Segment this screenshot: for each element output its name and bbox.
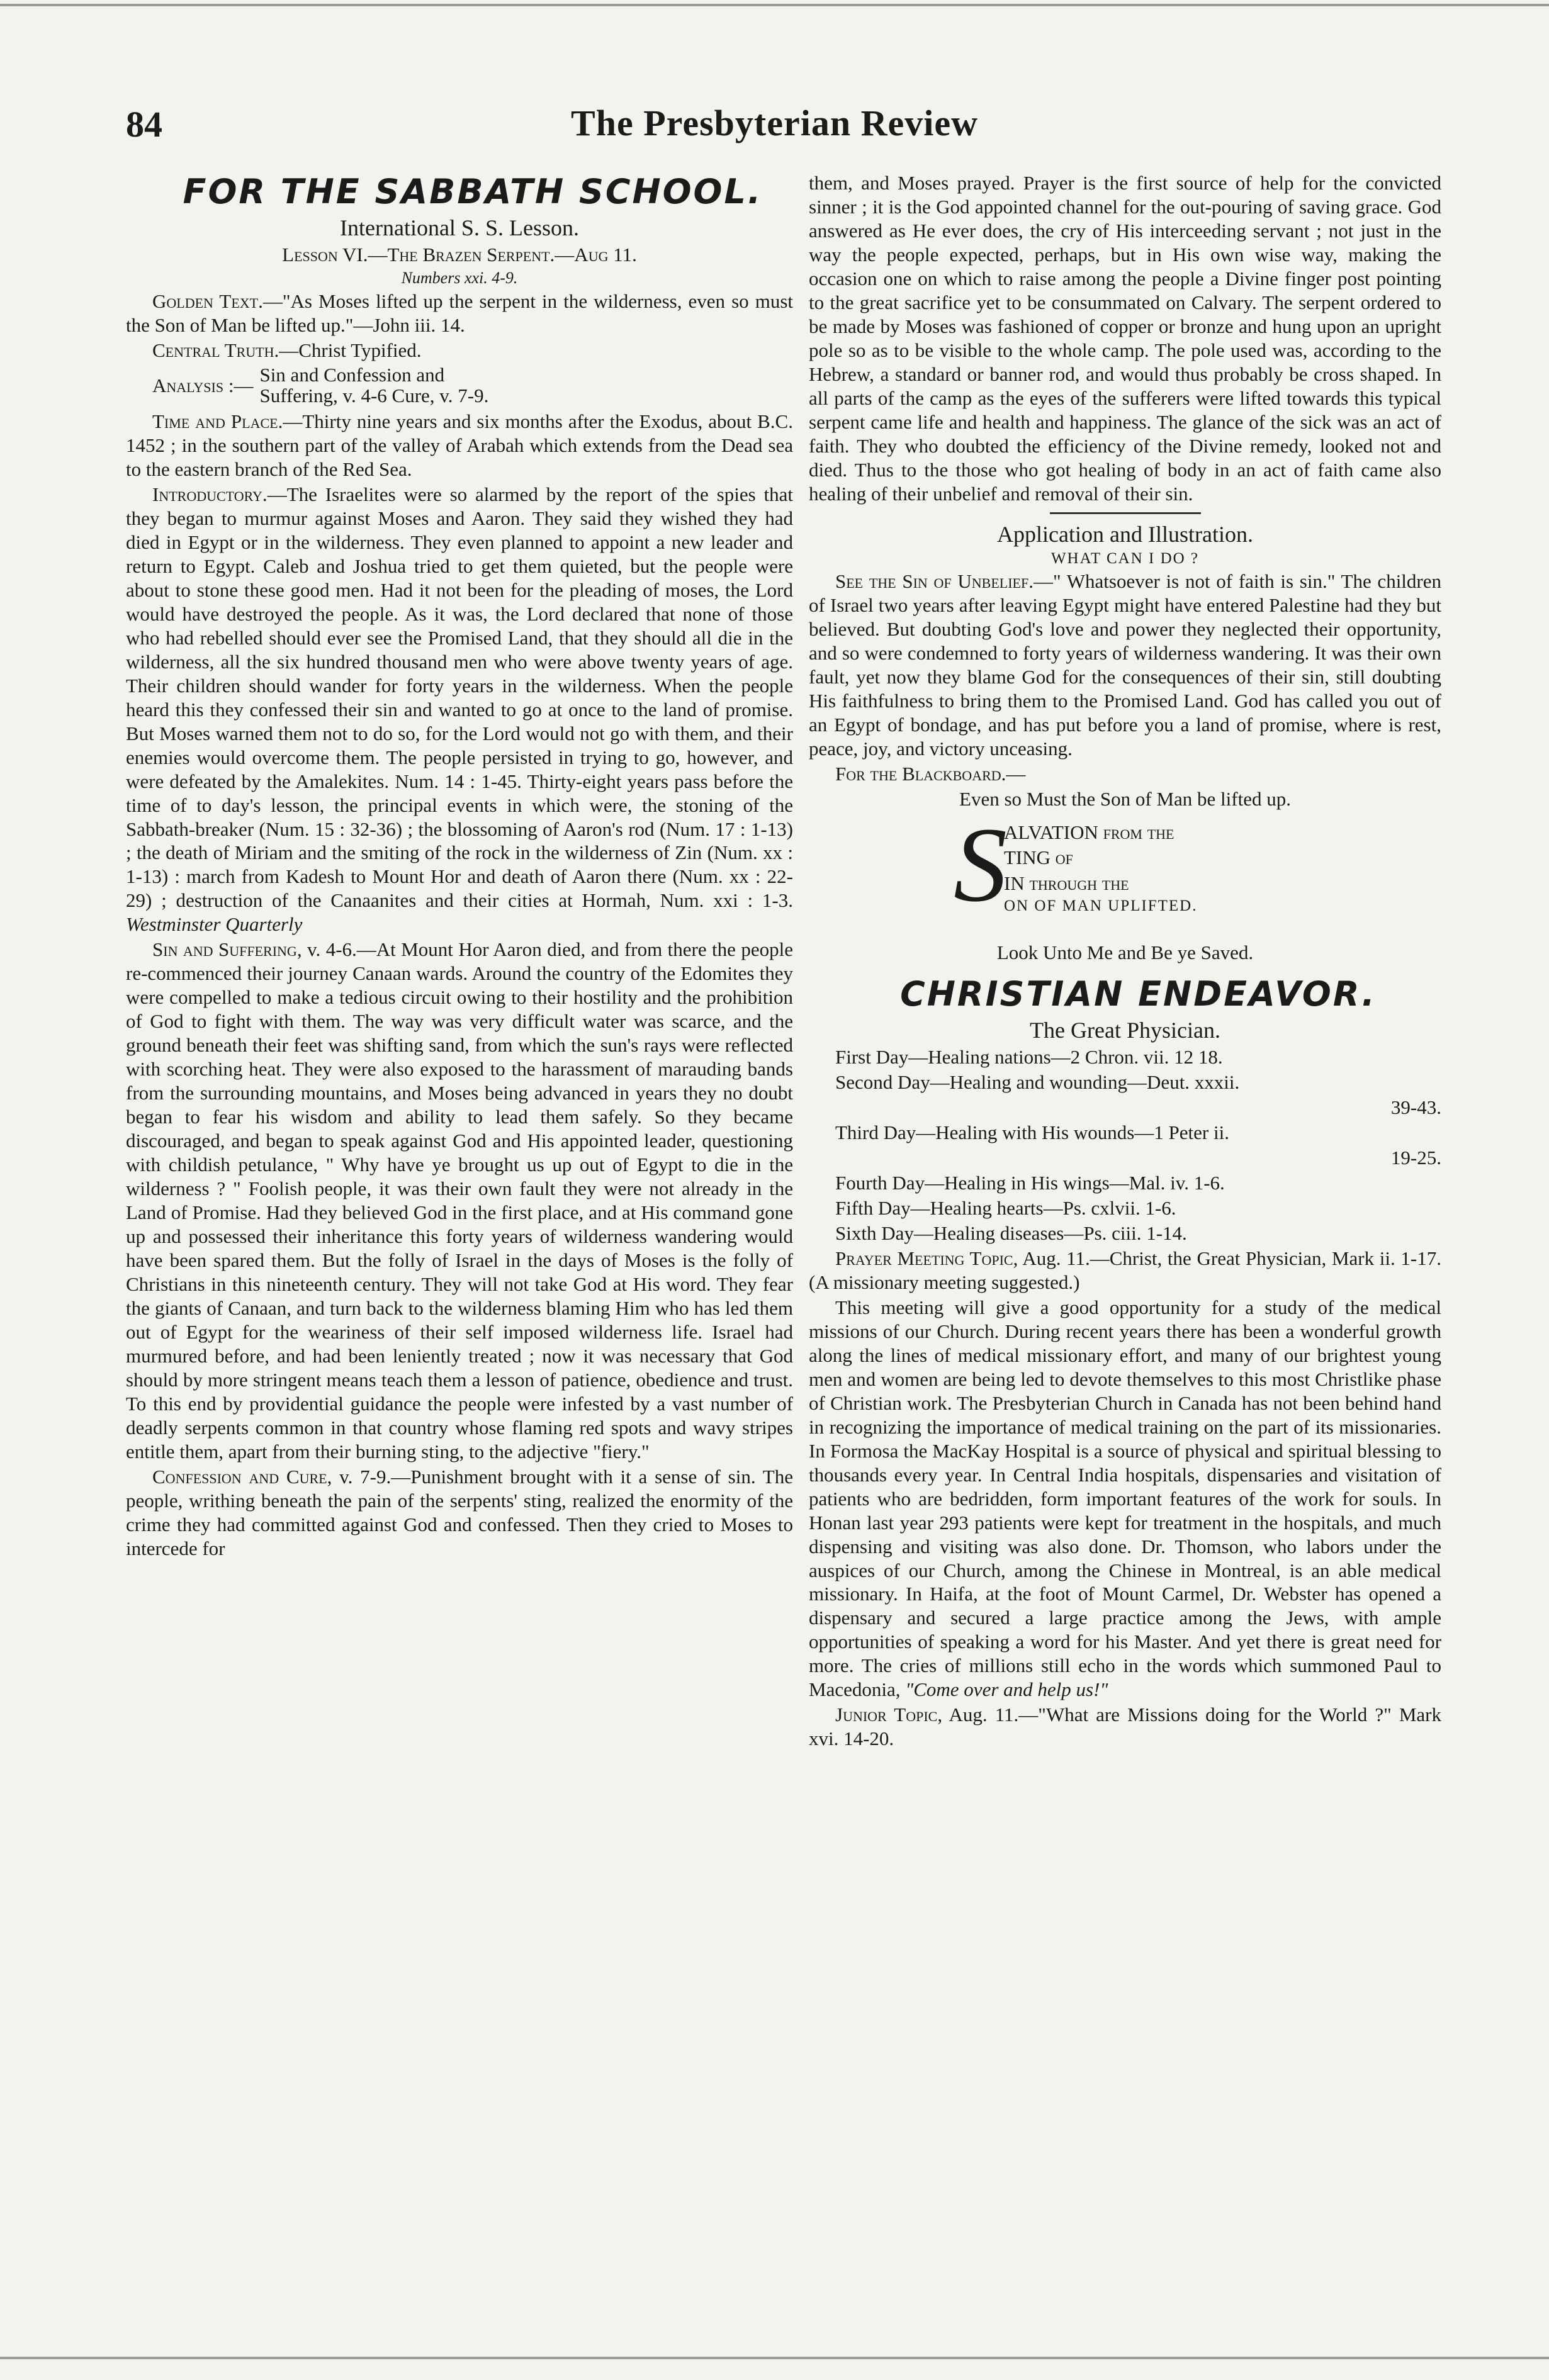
confession-and-cure-label: Confession and Cure, [152, 1465, 332, 1488]
bottom-border [0, 2357, 1549, 2359]
confession-and-cure [126, 1465, 793, 1561]
central-truth-body: —Christ Typified. [279, 339, 422, 361]
introductory [126, 483, 793, 936]
day-1: First Day—Healing nations—2 Chron. vii. 12 18. [835, 1046, 1223, 1069]
prayer-meeting-label: Prayer Meeting Topic, [835, 1247, 1018, 1269]
analysis-label: Analysis :— [152, 374, 254, 396]
prayer-meeting-topic [809, 1247, 1441, 1294]
acrostic-line-1: ALVATION from the [1004, 821, 1174, 843]
confession-and-cure-body: v. 7-9.—Punishment brought with it a sense of sin. The people, writhing beneath the pain of the serpents' sting, realized the enormity of the crime they had committed against God and confessed. Then they cried to Moses to intercede for [126, 1465, 793, 1559]
time-and-place-label: Time and Place. [152, 410, 283, 433]
sin-of-unbelief [809, 570, 1441, 761]
analysis-line-2: Suffering, v. 4-6 Cure, v. 7-9. [259, 384, 489, 407]
sabbath-school-title: FOR THE SABBATH SCHOOL. [183, 172, 763, 211]
left-column [126, 171, 793, 1562]
top-border [0, 4, 1549, 6]
day-3: Third Day—Healing with His wounds—1 Peter ii. [835, 1121, 1229, 1144]
golden-text [126, 289, 793, 337]
analysis [126, 365, 793, 406]
medical-missions-body: This meeting will give a good opportunity for a study of the medical missions of our Church. During recent years there has been a wonderful growth along the lines of medical missionary effort, and many of our brightest young men and women are being led to devote themselves to this most Christlike phase of Christian work. The Presbyterian Church in Canada has not been behind hand in recognizing the importance of medical training on the part of its missionaries. In Formosa the MacKay Hospital is a source of physical and spiritual blessing to thousands every year. In Central India hospitals, dispensaries and visitation of patients who are bedridden, form important features of the work for souls. In Honan last year 293 patients were kept for treatment in the hospitals, and much dispensing and visiting was also done. Dr. Thomson, who labors under the auspices of our Church, among the Chinese in Montreal, is an able medical missionary. In Haifa, at the foot of Mount Carmel, Dr. Webster has opened a dispensary and secured a large practice among the Jews, with ample opportunities of speaking a word for his Master. And yet there is great need for more. The cries of millions still echo in the words which summoned Paul to Macedonia, [809, 1296, 1441, 1701]
macedonia-quote: "Come over and help us!" [905, 1678, 1108, 1701]
sin-of-unbelief-label: See the Sin of Unbelief. [835, 570, 1034, 593]
sin-and-suffering [126, 938, 793, 1463]
day-5: Fifth Day—Healing hearts—Ps. cxlvii. 1-6. [835, 1196, 1176, 1219]
golden-text-body: —"As Moses lifted up the serpent in the wilderness, even so must the Son of Man be lifted up."—John iii. 14. [126, 290, 793, 337]
golden-text-label: Golden Text. [152, 290, 263, 313]
acrostic-line-2: TING of [1004, 846, 1073, 869]
blackboard-line: Even so Must the Son of Man be lifted up. [959, 788, 1291, 810]
great-physician-title: The Great Physician. [1030, 1018, 1220, 1043]
introductory-body: —The Israelites were so alarmed by the report of the spies that they began to murmur against Moses and Aaron. They said they wished they had died in Egypt or in the wilderness. They even planned to appoint a new leader and return to Egypt. Caleb and Joshua tried to get them quieted, but the people were about to stone these good men. Had it not been for the pleading of moses, the Lord would have destroyed the people. As it was, the Lord declared that none of those who had rebelled should ever see the Promised Land, that they should all die in the wilderness, all the six hundred thousand men who were above twenty years of age. Their children should wander for forty years in the wilderness. When the people heard this they confessed their sin and wanted to go at once to the land of promise. But Moses warned them not to do so, for the Lord would not go with them, and their enemies would overcome them. The people persisted in trying to go, however, and were defeated by the Amalekites. Num. 14 : 1-45. Thirty-eight years pass before the time of to day's lesson, the principal events in which were, the stoning of the Sabbath-breaker (Num. 15 : 32-36) ; the blossoming of Aaron's rod (Num. 17 : 1-13) ; the death of Miriam and the smiting of the rock in the wilderness of Zin (Num. xx : 1-13) : march from Kadesh to Mount Hor and death of Aaron there (Num. xx : 22-29) ; destruction of the Canaanites and their cities at Hormah, Num. xxi : 1-3. [126, 483, 793, 912]
christian-endeavor-title: CHRISTIAN ENDEAVOR. [900, 974, 1377, 1014]
time-and-place [126, 410, 793, 481]
time-and-place-body: —Thirty nine years and six months after the Exodus, about B.C. 1452 ; in the southern part of the valley of Arabah which extends from the Dead sea to the eastern branch of the Red Sea. [126, 410, 793, 480]
introductory-label: Introductory. [152, 483, 268, 505]
day-3-ref: 19-25. [1390, 1147, 1441, 1169]
acrostic-line-3: IN through the [1004, 872, 1129, 894]
page-number: 84 [126, 104, 162, 145]
medical-missions [809, 1296, 1441, 1702]
analysis-body [259, 365, 488, 406]
application-title: Application and Illustration. [997, 521, 1253, 547]
central-truth [126, 339, 793, 362]
central-truth-label: Central Truth. [152, 339, 279, 361]
lesson-heading: Lesson VI.—The Brazen Serpent.—Aug 11. [282, 244, 637, 266]
sin-of-unbelief-body: —" Whatsoever is not of faith is sin." The children of Israel two years after leaving Egypt might have entered Palestine had they but believed. But doubting God's love and power they neglected their opportunity, and so were condemned to forty years of wilderness wandering. It was their own fault, yet now they blame God for the consequences of their sin, still doubting His faithfulness to bring them to the Promised Land. God has called you out of an Egypt of bondage, and has put before you a land of promise, where is rest, peace, joy, and victory unceasing. [809, 570, 1441, 760]
acrostic-letter: S [954, 805, 1007, 924]
prayer-meeting-body: Aug. 11.—Christ, the Great Physician, Mark ii. 1-17. (A missionary meeting suggested.) [809, 1247, 1441, 1293]
lesson-subtitle: International S. S. Lesson. [340, 215, 579, 241]
running-title: The Presbyterian Review [571, 103, 978, 143]
sin-and-suffering-label: Sin and Suffering, [152, 938, 302, 961]
what-can-i-do: WHAT CAN I DO ? [1051, 549, 1200, 567]
junior-topic-label: Junior Topic, [835, 1704, 943, 1726]
sin-and-suffering-body: v. 4-6.—At Mount Hor Aaron died, and from there the people re-commenced their journey Canaan wards. Around the country of the Edomites they were compelled to make a tedious circuit owing to their hostility and the prohibition of God to fight with them. The way was very difficult water was scarce, and the ground beneath their feet was shifting sand, from which the sun's rays were reflected with scorching heat. They were also exposed to the harassment of marauding bands from the surrounding mountains, and Moses being advanced in years they no doubt began to fear his wisdom and ability to lead them safely. So they became discouraged, and began to speak against God and His appointed leader, questioning with childish petulance, " Why have ye brought us up out of Egypt to die in the wilderness ? " Foolish people, it was their own fault they were not already in the Land of Promise. Had they believed God in the first place, and at His command gone up and possessed their inheritance this forty years of wilderness wandering would have been spared them. But the folly of Israel in the days of Moses is the folly of Christians in this nineteenth century. They will not take God at His word. They fear the giants of Canaan, and turn back to the wilderness blaming Him who has led them out of Egypt for the weariness of their self imposed wilderness life. Israel had murmured before, and had been leniently treated ; now it was necessary that God should by more stringent means teach them a lesson of patience, obedience and trust. To this end by providential guidance the people were infested by a vast number of deadly serpents common in that country whose flaming red spots and wavy stripes entitle them, apart from their burning sting, to the adjective "fiery." [126, 938, 793, 1462]
day-2: Second Day—Healing and wounding—Deut. xxxii. [835, 1071, 1240, 1094]
day-2-ref: 39-43. [1390, 1096, 1441, 1119]
acrostic-lines [1004, 820, 1197, 916]
junior-topic-body: Aug. 11.—"What are Missions doing for the World ?" Mark xvi. 14-20. [809, 1704, 1441, 1750]
day-4: Fourth Day—Healing in His wings—Mal. iv. 1-6. [835, 1172, 1225, 1194]
section-divider [1050, 512, 1201, 514]
scripture-reference: Numbers xxi. 4-9. [401, 269, 518, 288]
look-unto-me: Look Unto Me and Be ye Saved. [996, 941, 1254, 963]
junior-topic [809, 1703, 1441, 1751]
blackboard-label: For the Blackboard.— [835, 763, 1026, 785]
acrostic-line-4: ON OF MAN UPLIFTED. [1004, 897, 1198, 914]
right-column [809, 171, 1441, 1752]
blackboard-acrostic [954, 805, 1441, 935]
analysis-line-1: Sin and Confession and [259, 363, 445, 386]
introductory-source: Westminster Quarterly [126, 913, 303, 936]
day-6: Sixth Day—Healing diseases—Ps. ciii. 1-14. [835, 1221, 1187, 1244]
lesson-continuation: them, and Moses prayed. Prayer is the first source of help for the convicted sinner ; it is the God appointed channel for the out-pouring of saving grace. God answered as He ever does, the cry of His interceeding servant ; not just in the way the people expected, perhaps, but in His own wise way, making the occasion one on which to raise among the people a Divine finger post pointing to the great sacrifice yet to be consummated on Calvary. The serpent ordered to be made by Moses was fashioned of copper or bronze and hung upon an upright pole so as to be visible to the whole camp. The pole used was, according to the Hebrew, a standard or banner rod, and would thus probably be cross shaped. In all parts of the camp as the eyes of the sufferers were lifted towards this typical serpent came life and health and happiness. The glance of the sick was an act of faith. They who doubted the efficiency of the Divine remedy, looked not and died. Thus to the those who got healing of body in an act of faith came also healing of their unbelief and removal of their sin. [809, 172, 1441, 505]
